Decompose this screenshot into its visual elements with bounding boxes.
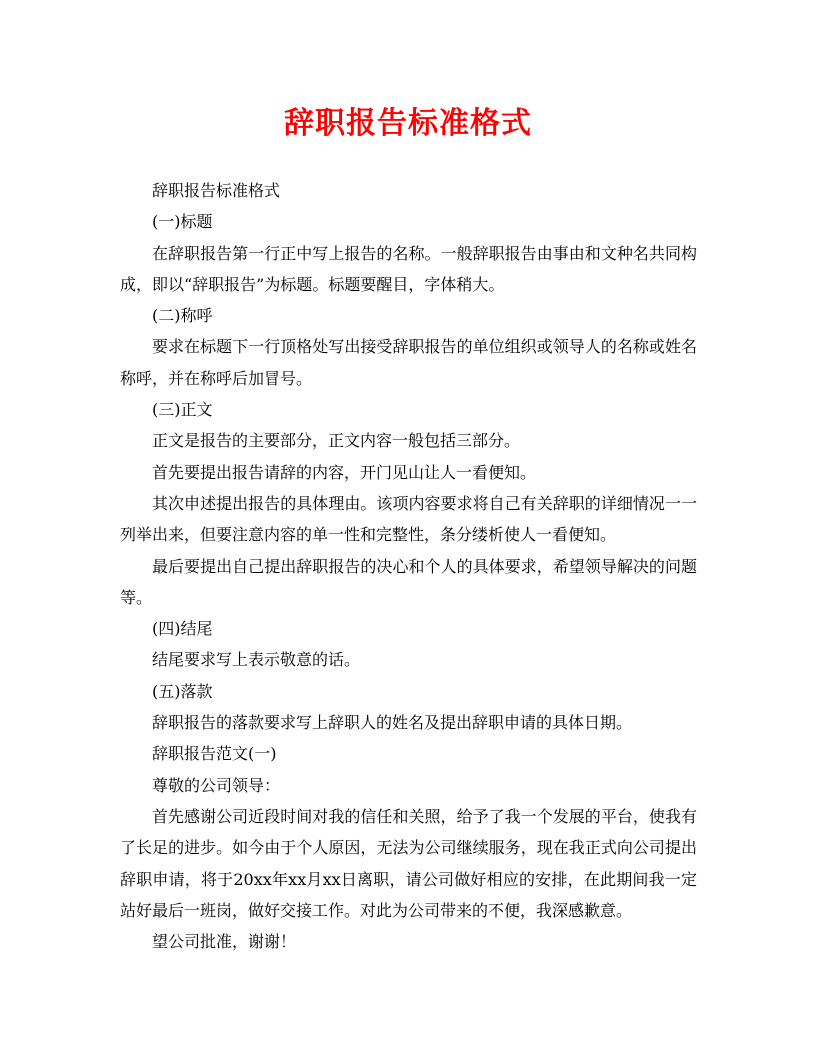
paragraph: 在辞职报告第一行正中写上报告的名称。一般辞职报告由事由和文种名共同构成，即以“辞职报告”为标题。标题要醒目，字体稍大。 (120, 243, 697, 294)
section-ending-heading: (四)结尾 (152, 619, 213, 639)
section-title-heading: (一)标题 (152, 212, 213, 232)
letter-salutation: 尊敬的公司领导： (152, 775, 281, 795)
paragraph: 其次申述提出报告的具体理由。该项内容要求将自己有关辞职的详细情况一一列举出来，但要注意内容的单一性和完整性，条分缕析使人一看便知。 (120, 493, 697, 545)
paragraph: 最后要提出自己提出辞职报告的决心和个人的具体要求，希望领导解决的问题等。 (120, 556, 697, 607)
paragraph: 首先要提出报告请辞的内容，开门见山让人一看便知。 (152, 462, 537, 482)
paragraph-heading: 辞职报告标准格式 (152, 181, 281, 200)
letter-closing: 望公司批准，谢谢！ (152, 932, 297, 952)
paragraph: 要求在标题下一行顶格处写出接受辞职报告的单位组织或领导人的名称或姓名称呼，并在称呼后加冒号。 (120, 337, 697, 388)
sample-heading: 辞职报告范文(一) (152, 744, 277, 764)
document-title: 辞职报告标准格式 (284, 106, 532, 141)
section-signature-heading: (五)落款 (152, 681, 213, 701)
paragraph: 正文是报告的主要部分，正文内容一般包括三部分。 (152, 431, 521, 451)
section-body-heading: (三)正文 (152, 400, 213, 420)
paragraph: 结尾要求写上表示敬意的话。 (152, 650, 361, 670)
letter-body: 首先感谢公司近段时间对我的信任和关照，给予了我一个发展的平台，使我有了长足的进步。如今由于个人原因，无法为公司继续服务，现在我正式向公司提出辞职申请，将于20xx年xx月xx日离职，请公司做好相应的安排，在此期间我一定站好最后一班岗，做好交接工作。对此为公司带来的不便，我深感歉意。 (120, 806, 697, 920)
document-body (120, 175, 697, 957)
section-salutation-heading: (二)称呼 (152, 306, 213, 326)
paragraph: 辞职报告的落款要求写上辞职人的姓名及提出辞职申请的具体日期。 (152, 713, 633, 733)
